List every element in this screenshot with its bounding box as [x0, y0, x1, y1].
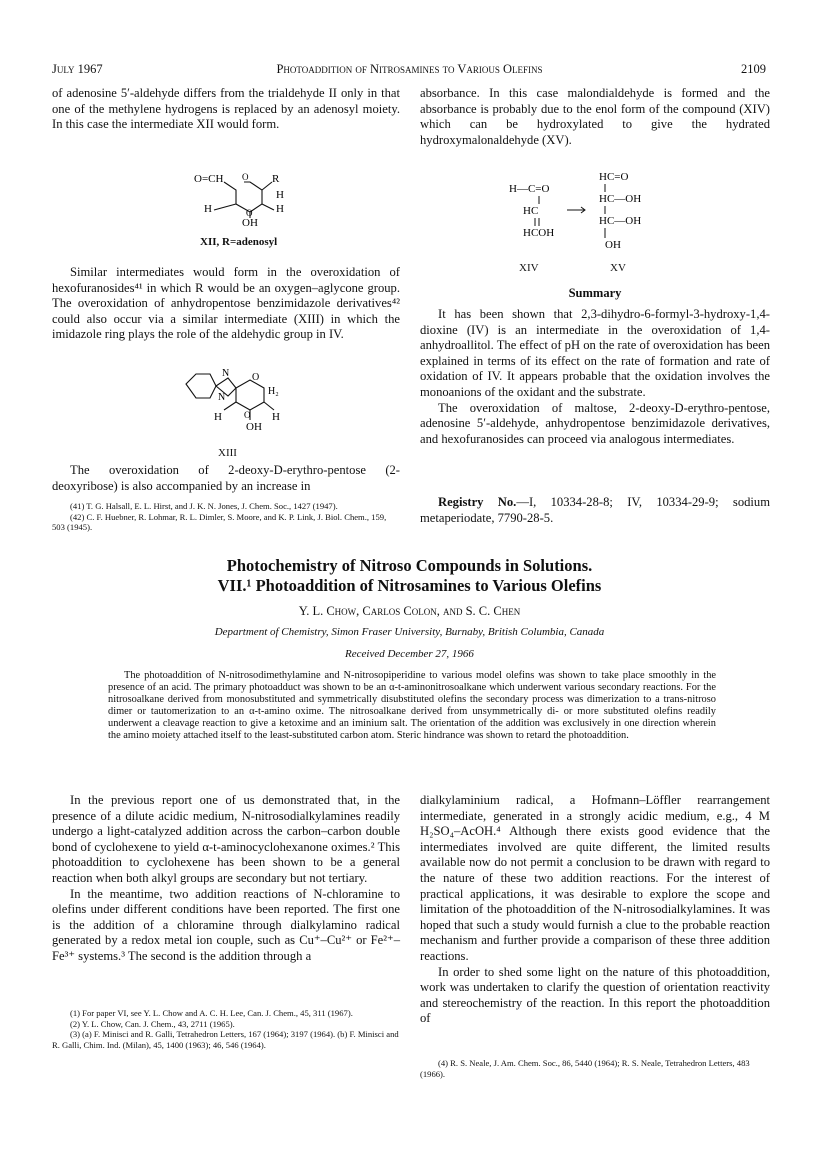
- summary-paragraph: The overoxidation of maltose, 2-deoxy-D-erythro-pentose, adenosine 5′-aldehyde, anhydropentose benzimidazole derivatives, and hexofuranosides can proceed via analogous intermediates.: [420, 400, 770, 446]
- body-left-column: [52, 793, 400, 965]
- svg-text:N: N: [222, 368, 230, 379]
- svg-text:OH: OH: [242, 217, 258, 229]
- article-title: [0, 556, 819, 596]
- top-left-column: [52, 86, 400, 133]
- running-header-title: Photoaddition of Nitrosamines to Various Olefins: [276, 62, 543, 76]
- svg-text:H: H: [276, 189, 284, 201]
- article-title-line2: VII.¹ Photoaddition of Nitrosamines to Various Olefins: [217, 576, 602, 595]
- svg-text:O: O: [242, 172, 249, 182]
- page-number: 2109: [741, 62, 766, 76]
- structure-xii: [190, 168, 320, 246]
- top-left-column-3: [52, 463, 400, 494]
- summary-paragraph: It has been shown that 2,3-dihydro-6-formyl-3-hydroxy-1,4-dioxine (IV) is an intermediate in the overoxidation of 1,4-anhydroallitol. The effect of pH on the rate of overoxidation has been explained in terms of its effect on the rate of formation and rate of oxidation of IV. It appears probable that the oxidation involves the monoanions of the oxidant and the substrate.: [420, 307, 770, 399]
- xii-caption: XII, R=adenosyl: [200, 236, 278, 248]
- paragraph: of adenosine 5′-aldehyde differs from the trialdehyde II only in that one of the methylene hydrogens is replaced by an adenosyl moiety. In this case the intermediate XII would form.: [52, 86, 400, 132]
- affiliation: Department of Chemistry, Simon Fraser University, Burnaby, British Columbia, Canada: [214, 626, 605, 638]
- svg-text:H: H: [272, 411, 280, 423]
- xv-caption: XV: [610, 262, 626, 274]
- svg-text:HC: HC: [523, 205, 539, 217]
- svg-text:O=CH: O=CH: [194, 173, 224, 185]
- paragraph: dialkylaminium radical, a Hofmann–Löffler rearrangement intermediate, generated in a strongly acidic medium, e.g., 4 M H₂SO₄–AcOH.⁴ Although there exists good evidence that the intermediates involved are quite different, the limited results available now do not permit a conclusion to be drawn with regard to the nature of these two addition reactions. For the interest of practical applications, it was desirable to explore the scope and limitation of the photoaddition of the N-nitrosodialkylamines. It was hoped that such a study would furnish a clue to the probable reaction mechanism and further provide a comparison of these three addition reactions.: [420, 793, 770, 963]
- top-right-column: [420, 86, 770, 148]
- footnotes-top-left: [52, 501, 400, 533]
- svg-text:O: O: [244, 410, 251, 420]
- summary-column: [420, 307, 770, 447]
- running-header-date: July 1967: [52, 62, 103, 76]
- footnotes-body-right: [420, 1058, 770, 1079]
- paragraph: In the previous report one of us demonstrated that, in the presence of a dilute acidic medium, N-nitrosodialkylamines readily undergo a light-catalyzed addition across the carbon–carbon double bond of cyclohexene to yield α-t-aminocyclohexanone oximes.² This photoaddition to cyclohexene has been shown to be a general reaction when both alkyl groups are secondary but not tertiary.: [52, 793, 400, 885]
- svg-text:HC—OH: HC—OH: [599, 193, 642, 205]
- top-left-column-2: [52, 265, 400, 343]
- svg-text:R: R: [272, 173, 280, 185]
- summary-heading: Summary: [568, 286, 622, 300]
- abstract: The photoaddition of N-nitrosodimethylamine and N-nitrosopiperidine to various model olefins was shown to take place smoothly in the presence of an acid. The primary photoadduct was shown to be an α-t-aminonitrosoalkane which underwent various secondary reactions. For the nitrosoalkane derived from monosubstituted and symmetrically disubstituted olefins the secondary process was dimerization to a trans-nitroso dimer or tautomerization to an α-t-amino oxime. The nitrosoalkane derived from unsymmetrically di- or more substituted olefins readily underwent a cleavage reaction to give a ketoxime and an iminium salt. The orientation of the addition was exclusively in one direction wherein the amino moiety attached itself to the least-substituted carbon atom. Steric hindrance was shown to retard the photoaddition.: [108, 670, 716, 741]
- structure-xiv-xv: [505, 166, 675, 262]
- svg-text:H₂: H₂: [268, 386, 279, 397]
- article-title-line1: Photochemistry of Nitroso Compounds in Solutions.: [226, 556, 593, 575]
- paragraph: absorbance. In this case malondialdehyde is formed and the absorbance is probably due to the enol form of the compound (XIV) which can be hydroxylated to give the hydrated hydroxymalonaldehyde (XV).: [420, 86, 770, 147]
- received-date: Received December 27, 1966: [345, 648, 474, 660]
- svg-text:OH: OH: [246, 421, 262, 433]
- svg-text:H: H: [204, 203, 212, 215]
- xiii-caption: XIII: [218, 447, 237, 459]
- svg-text:H: H: [214, 411, 222, 423]
- paragraph: In the meantime, two addition reactions of N-chloramine to olefins under different conditions have been reported. The first one is the addition of a chloramine through dialkylamino radical generated by a redox metal ion couple, such as Cu⁺–Cu²⁺ or Fe²⁺–Fe³⁺ systems.³ The second is the addition through a: [52, 886, 400, 963]
- svg-text:O: O: [246, 208, 253, 218]
- svg-text:HC—OH: HC—OH: [599, 215, 642, 227]
- svg-text:N: N: [218, 392, 226, 403]
- xiv-caption: XIV: [519, 262, 539, 274]
- svg-text:HCOH: HCOH: [523, 227, 555, 239]
- svg-text:OH: OH: [605, 239, 621, 251]
- registry-numbers: —I, 10334-28-8; IV, 10334-29-9; sodium metaperiodate, 7790-28-5.: [420, 495, 771, 525]
- footnote-42: (42) C. F. Huebner, R. Lohmar, R. L. Dimler, S. Moore, and K. P. Link, J. Biol. Chem., 159, 503 (1945).: [52, 511, 387, 533]
- paragraph: In order to shed some light on the nature of this photoaddition, work was undertaken to clarify the question of orientation reactivity and stereochemistry of the reaction. In this report the photoaddition of: [420, 964, 770, 1026]
- registry-block: [420, 495, 770, 526]
- structure-xiii: [178, 364, 308, 446]
- svg-text:O: O: [252, 372, 260, 383]
- body-right-column: [420, 793, 770, 1027]
- authors: Y. L. Chow, Carlos Colon, and S. C. Chen: [298, 604, 521, 618]
- paragraph: The overoxidation of 2-deoxy-D-erythro-pentose (2-deoxyribose) is also accompanied by an increase in: [52, 463, 400, 493]
- footnote-1: (1) For paper VI, see Y. L. Chow and A. C. H. Lee, Can. J. Chem., 45, 311 (1967).: [70, 1008, 353, 1018]
- svg-text:HC=O: HC=O: [599, 171, 629, 183]
- footnote-3: (3) (a) F. Minisci and R. Galli, Tetrahedron Letters, 167 (1964); 3197 (1964). (b) F. Minisci and R. Galli, Chim. Ind. (Milan), 45, 1400 (1963); 46, 546 (1964).: [52, 1029, 399, 1050]
- footnote-4: (4) R. S. Neale, J. Am. Chem. Soc., 86, 5440 (1964); R. S. Neale, Tetrahedron Letters, 483 (1966).: [420, 1058, 750, 1079]
- footnote-2: (2) Y. L. Chow, Can. J. Chem., 43, 2711 (1965).: [70, 1018, 235, 1029]
- svg-text:H—C=O: H—C=O: [509, 183, 550, 195]
- registry-label: Registry No.: [438, 495, 517, 509]
- paragraph: Similar intermediates would form in the overoxidation of hexofuranosides⁴¹ in which R would be an oxygen–aglycone group. The overoxidation of anhydropentose benzimidazole derivatives⁴² could also occur via a similar intermediate (XIII) in which the imidazole ring plays the role of the aldehydic group in IV.: [52, 265, 400, 342]
- footnote-41: (41) T. G. Halsall, E. L. Hirst, and J. K. N. Jones, J. Chem. Soc., 1427 (1947).: [70, 501, 338, 511]
- footnotes-body-left: [52, 1008, 400, 1050]
- svg-text:H: H: [276, 203, 284, 215]
